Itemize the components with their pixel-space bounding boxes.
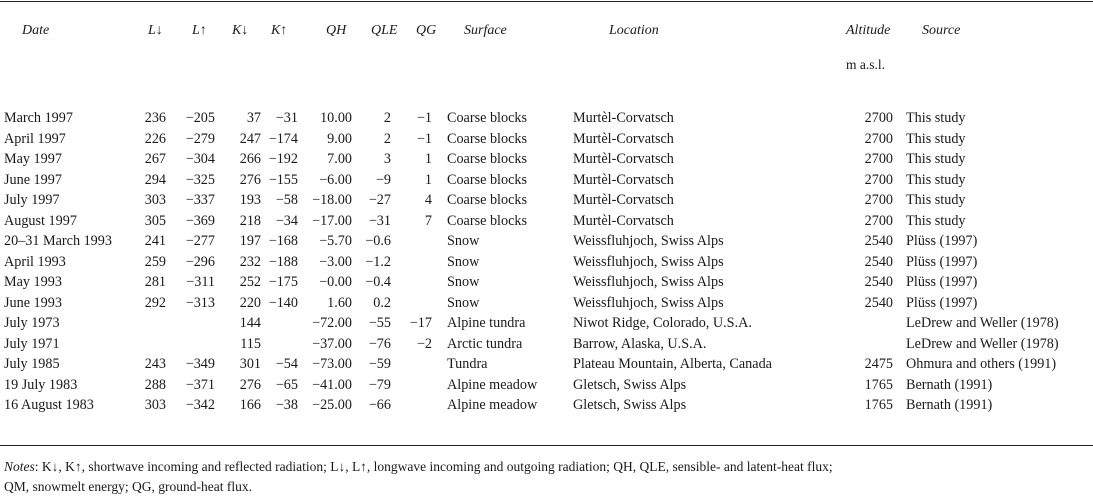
cell-k-down: 197 — [239, 233, 261, 249]
cell-qle: −9 — [375, 171, 391, 188]
cell-location: Gletsch, Swiss Alps — [573, 376, 687, 393]
table-row — [0, 395, 1093, 415]
cell-source: LeDrew and Weller (1978) — [906, 335, 1059, 352]
cell-source: This study — [906, 212, 966, 229]
cell-location: Weissfluhjoch, Swiss Alps — [573, 274, 724, 290]
table-row — [0, 170, 1093, 190]
cell-l-up: −205 — [185, 110, 215, 126]
cell-location: Murtèl-Corvatsch — [573, 212, 674, 229]
cell-date: 20–31 March 1993 — [4, 233, 112, 249]
cell-location: Murtèl-Corvatsch — [573, 110, 674, 126]
cell-k-up: −54 — [275, 356, 298, 372]
cell-qg: 7 — [424, 212, 432, 229]
cell-source: This study — [906, 130, 966, 147]
header-date: Date — [22, 23, 50, 38]
cell-altitude: 2700 — [864, 151, 893, 167]
cell-qle: −1.2 — [365, 253, 391, 270]
cell-l-up: −296 — [185, 253, 215, 270]
table-row — [0, 252, 1093, 272]
header-altitude: Altitude — [846, 23, 891, 38]
cell-source: Bernath (1991) — [906, 376, 993, 393]
cell-l-down: 305 — [144, 212, 166, 229]
cell-date: June 1997 — [4, 171, 62, 188]
cell-qh: −0.00 — [319, 274, 352, 290]
header-l-down: L↓ — [148, 23, 163, 38]
cell-altitude: 2700 — [864, 171, 893, 188]
cell-qg: −17 — [409, 315, 432, 331]
cell-l-up: −371 — [185, 376, 215, 393]
cell-qh: −17.00 — [312, 212, 352, 229]
cell-surface: Alpine meadow — [447, 376, 538, 393]
header-qle: QLE — [371, 23, 398, 38]
cell-altitude: 2540 — [864, 253, 893, 270]
cell-qh: −6.00 — [319, 171, 352, 188]
cell-location: Plateau Mountain, Alberta, Canada — [573, 356, 772, 372]
cell-surface: Coarse blocks — [447, 130, 527, 147]
cell-qg: −1 — [416, 130, 432, 147]
cell-qle: 2 — [383, 130, 391, 147]
cell-l-down: 303 — [144, 397, 166, 413]
table-bottom-rule — [0, 445, 1093, 446]
table-row — [0, 293, 1093, 313]
cell-l-down: 288 — [144, 376, 166, 393]
cell-qle: −0.4 — [365, 274, 391, 290]
cell-k-down: 276 — [239, 171, 261, 188]
cell-altitude: 2540 — [864, 274, 893, 290]
cell-qle: −0.6 — [365, 233, 391, 249]
cell-k-up: −192 — [268, 151, 298, 167]
cell-location: Murtèl-Corvatsch — [573, 151, 674, 167]
cell-qh: −25.00 — [312, 397, 352, 413]
cell-l-down: 236 — [144, 110, 166, 126]
cell-qh: −37.00 — [312, 335, 352, 352]
cell-date: May 1993 — [4, 274, 62, 290]
cell-source: Ohmura and others (1991) — [906, 356, 1057, 372]
header-k-up: K↑ — [271, 23, 288, 38]
cell-l-up: −277 — [185, 233, 215, 249]
table-row — [0, 272, 1093, 292]
table-row — [0, 129, 1093, 149]
notes-line-1: K↓, K↑, shortwave incoming and reflected radiation; L↓, L↑, longwave incoming and outgoing radiation; QH, QLE, sensible- and latent-heat flux; — [41, 459, 833, 474]
cell-qle: 2 — [383, 110, 391, 126]
table-row — [0, 149, 1093, 169]
cell-location: Gletsch, Swiss Alps — [573, 397, 687, 413]
cell-l-down: 226 — [144, 130, 166, 147]
cell-qh: −3.00 — [319, 253, 352, 270]
cell-source: Bernath (1991) — [906, 397, 993, 413]
cell-altitude: 1765 — [864, 376, 893, 393]
table-row — [0, 313, 1093, 333]
cell-source: This study — [906, 110, 966, 126]
cell-location: Murtèl-Corvatsch — [573, 171, 674, 188]
cell-date: May 1997 — [4, 151, 62, 167]
cell-date: July 1971 — [4, 335, 60, 352]
cell-qle: −55 — [368, 315, 391, 331]
cell-surface: Snow — [447, 294, 480, 311]
cell-l-down: 243 — [144, 356, 166, 372]
cell-k-up: −155 — [268, 171, 298, 188]
cell-qh: 10.00 — [320, 110, 352, 126]
cell-qh: 9.00 — [327, 130, 352, 147]
cell-k-up: −34 — [275, 212, 298, 229]
table-row — [0, 211, 1093, 231]
cell-qle: −27 — [368, 192, 391, 208]
cell-source: This study — [906, 171, 966, 188]
cell-k-down: 247 — [239, 130, 261, 147]
notes-line-2: QM, snowmelt energy; QG, ground-heat flux. — [4, 479, 252, 494]
cell-surface: Snow — [447, 274, 480, 290]
cell-qle: −79 — [368, 376, 391, 393]
cell-l-down: 259 — [144, 253, 166, 270]
cell-k-down: 232 — [239, 253, 261, 270]
cell-qh: 1.60 — [327, 294, 352, 311]
cell-surface: Snow — [447, 233, 480, 249]
cell-location: Weissfluhjoch, Swiss Alps — [573, 294, 724, 311]
cell-qle: 3 — [383, 151, 391, 167]
cell-location: Niwot Ridge, Colorado, U.S.A. — [573, 315, 752, 331]
cell-surface: Coarse blocks — [447, 171, 527, 188]
cell-date: March 1997 — [4, 110, 73, 126]
cell-surface: Coarse blocks — [447, 110, 527, 126]
cell-surface: Coarse blocks — [447, 212, 527, 229]
header-k-down: K↓ — [232, 23, 249, 38]
table-row — [0, 190, 1093, 210]
cell-k-down: 193 — [239, 192, 261, 208]
cell-k-down: 37 — [246, 110, 261, 126]
cell-qh: −73.00 — [312, 356, 352, 372]
cell-qh: 7.00 — [327, 151, 352, 167]
notes-label: Notes — [4, 459, 35, 474]
cell-l-down: 303 — [144, 192, 166, 208]
cell-k-down: 218 — [239, 212, 261, 229]
cell-l-up: −279 — [185, 130, 215, 147]
cell-l-up: −311 — [186, 274, 215, 290]
cell-date: June 1993 — [4, 294, 62, 311]
cell-l-up: −304 — [185, 151, 215, 167]
cell-k-up: −175 — [268, 274, 298, 290]
cell-k-up: −31 — [275, 110, 298, 126]
cell-qle: −59 — [368, 356, 391, 372]
cell-k-down: 276 — [239, 376, 261, 393]
cell-qh: −18.00 — [312, 192, 352, 208]
cell-surface: Alpine meadow — [447, 397, 538, 413]
cell-l-down: 292 — [144, 294, 166, 311]
cell-surface: Snow — [447, 253, 480, 270]
cell-location: Barrow, Alaska, U.S.A. — [573, 335, 707, 352]
header-qg: QG — [416, 23, 437, 38]
cell-date: 16 August 1983 — [4, 397, 94, 413]
header-source: Source — [922, 23, 961, 38]
cell-qh: −72.00 — [312, 315, 352, 331]
cell-l-up: −369 — [185, 212, 215, 229]
cell-date: August 1997 — [4, 212, 77, 229]
header-altitude-unit: m a.s.l. — [846, 57, 885, 72]
cell-surface: Alpine tundra — [447, 315, 526, 331]
cell-qg: −2 — [416, 335, 432, 352]
cell-location: Murtèl-Corvatsch — [573, 130, 674, 147]
cell-date: 19 July 1983 — [4, 376, 78, 393]
table-row — [0, 334, 1093, 354]
table-top-rule — [0, 1, 1093, 2]
cell-k-up: −140 — [268, 294, 298, 311]
cell-date: July 1997 — [4, 192, 60, 208]
header-location: Location — [609, 23, 659, 38]
cell-qg: 1 — [424, 151, 432, 167]
cell-l-down: 267 — [144, 151, 166, 167]
cell-date: April 1993 — [4, 253, 66, 270]
cell-qle: −31 — [368, 212, 391, 229]
cell-altitude: 2540 — [864, 233, 893, 249]
cell-k-down: 115 — [240, 335, 261, 352]
cell-l-down: 241 — [144, 233, 166, 249]
cell-altitude: 1765 — [864, 397, 893, 413]
cell-l-down: 281 — [144, 274, 166, 290]
table-row — [0, 231, 1093, 251]
cell-l-down: 294 — [144, 171, 166, 188]
cell-qle: 0.2 — [373, 294, 391, 311]
cell-k-down: 166 — [239, 397, 261, 413]
notes-colon: : — [34, 459, 39, 474]
cell-location: Murtèl-Corvatsch — [573, 192, 674, 208]
cell-date: July 1985 — [4, 356, 60, 372]
cell-source: LeDrew and Weller (1978) — [906, 315, 1059, 331]
table-row — [0, 354, 1093, 374]
cell-surface: Coarse blocks — [447, 151, 527, 167]
cell-l-up: −313 — [185, 294, 215, 311]
cell-altitude: 2700 — [864, 192, 893, 208]
cell-source: Plüss (1997) — [906, 253, 978, 270]
table-row — [0, 108, 1093, 128]
header-surface: Surface — [464, 23, 507, 38]
cell-k-down: 220 — [239, 294, 261, 311]
cell-source: Plüss (1997) — [906, 294, 978, 311]
cell-k-down: 301 — [239, 356, 261, 372]
cell-qg: 1 — [424, 171, 432, 188]
cell-k-down: 144 — [239, 315, 261, 331]
cell-qh: −5.70 — [319, 233, 352, 249]
cell-altitude: 2700 — [864, 130, 893, 147]
cell-source: Plüss (1997) — [906, 274, 978, 290]
cell-qh: −41.00 — [312, 376, 352, 393]
cell-location: Weissfluhjoch, Swiss Alps — [573, 233, 724, 249]
cell-k-down: 266 — [239, 151, 261, 167]
cell-source: This study — [906, 192, 966, 208]
cell-k-up: −65 — [275, 376, 298, 393]
cell-l-up: −337 — [185, 192, 215, 208]
cell-qg: 4 — [424, 192, 432, 208]
cell-k-up: −58 — [275, 192, 298, 208]
cell-surface: Arctic tundra — [447, 335, 523, 352]
table-header-row — [0, 23, 1093, 43]
cell-k-up: −168 — [268, 233, 298, 249]
cell-altitude: 2475 — [864, 356, 893, 372]
cell-l-up: −349 — [185, 356, 215, 372]
cell-location: Weissfluhjoch, Swiss Alps — [573, 253, 724, 270]
cell-k-up: −38 — [275, 397, 298, 413]
cell-k-up: −188 — [268, 253, 298, 270]
header-qh: QH — [326, 23, 347, 38]
table-notes — [4, 457, 1089, 497]
cell-altitude: 2700 — [864, 212, 893, 229]
cell-l-up: −342 — [185, 397, 215, 413]
cell-date: July 1973 — [4, 315, 60, 331]
cell-qle: −66 — [368, 397, 391, 413]
table-row — [0, 375, 1093, 395]
cell-date: April 1997 — [4, 130, 66, 147]
cell-source: This study — [906, 151, 966, 167]
cell-altitude: 2540 — [864, 294, 893, 311]
cell-surface: Tundra — [447, 356, 488, 372]
cell-qg: −1 — [416, 110, 432, 126]
cell-altitude: 2700 — [864, 110, 893, 126]
cell-surface: Coarse blocks — [447, 192, 527, 208]
cell-k-down: 252 — [239, 274, 261, 290]
cell-source: Plüss (1997) — [906, 233, 978, 249]
cell-k-up: −174 — [268, 130, 298, 147]
cell-l-up: −325 — [185, 171, 215, 188]
header-l-up: L↑ — [192, 23, 207, 38]
cell-qle: −76 — [368, 335, 391, 352]
